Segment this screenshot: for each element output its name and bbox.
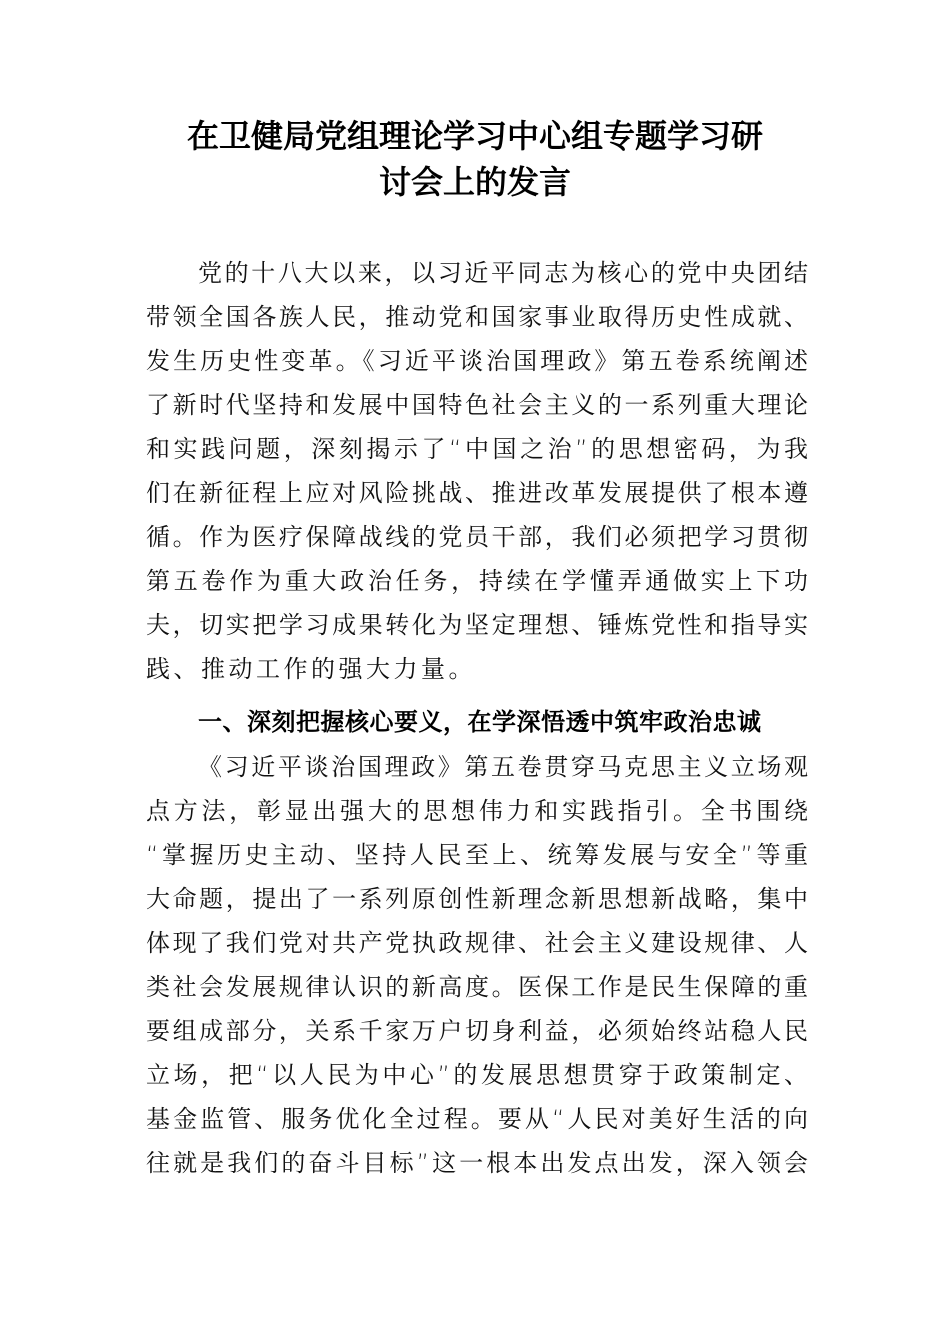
paragraph-1-line: 党的十八大以来，以习近平同志为核心的党中央团结 — [198, 259, 808, 287]
paragraph-1-line: 践、推动工作的强大力量。 — [146, 655, 476, 683]
paragraph-2-line: 大命题，提出了一系列原创性新理念新思想新战略，集中 — [146, 885, 808, 913]
paragraph-2-line: 基金监管、服务优化全过程。要从“人民对美好生活的向 — [146, 1105, 808, 1133]
paragraph-1-line: 发生历史性变革。《习近平谈治国理政》第五卷系统阐述 — [146, 347, 808, 375]
title-line-2: 讨会上的发言 — [378, 163, 571, 201]
paragraph-2-line: 《习近平谈治国理政》第五卷贯穿马克思主义立场观 — [198, 753, 808, 781]
paragraph-1-line: 带领全国各族人民，推动党和国家事业取得历史性成就、 — [146, 303, 808, 331]
paragraph-1-line: 了新时代坚持和发展中国特色社会主义的一系列重大理论 — [146, 391, 808, 419]
section-heading-1: 一、深刻把握核心要义，在学深悟透中筑牢政治忠诚 — [198, 708, 762, 736]
paragraph-1-line: 第五卷作为重大政治任务，持续在学懂弄通做实上下功 — [146, 567, 808, 595]
paragraph-1-line: 循。作为医疗保障战线的党员干部，我们必须把学习贯彻 — [146, 523, 808, 551]
paragraph-1-line: 们在新征程上应对风险挑战、推进改革发展提供了根本遵 — [146, 479, 808, 507]
paragraph-2-line: “掌握历史主动、坚持人民至上、统筹发展与安全”等重 — [146, 841, 808, 869]
paragraph-1-line: 夫，切实把学习成果转化为坚定理想、锤炼党性和指导实 — [146, 611, 808, 639]
title-line-1: 在卫健局党组理论学习中心组专题学习研 — [186, 117, 763, 155]
paragraph-1-line: 和实践问题，深刻揭示了“中国之治”的思想密码，为我 — [146, 435, 808, 463]
paragraph-2-line: 要组成部分，关系千家万户切身利益，必须始终站稳人民 — [146, 1017, 808, 1045]
paragraph-2-line: 点方法，彰显出强大的思想伟力和实践指引。全书围绕 — [146, 797, 808, 825]
paragraph-2-line: 体现了我们党对共产党执政规律、社会主义建设规律、人 — [146, 929, 808, 957]
paragraph-2-line: 往就是我们的奋斗目标”这一根本出发点出发，深入领会 — [146, 1149, 808, 1177]
paragraph-2-line: 类社会发展规律认识的新高度。医保工作是民生保障的重 — [146, 973, 808, 1001]
paragraph-2-line: 立场，把“以人民为中心”的发展思想贯穿于政策制定、 — [146, 1061, 808, 1089]
document-title — [120, 113, 830, 205]
